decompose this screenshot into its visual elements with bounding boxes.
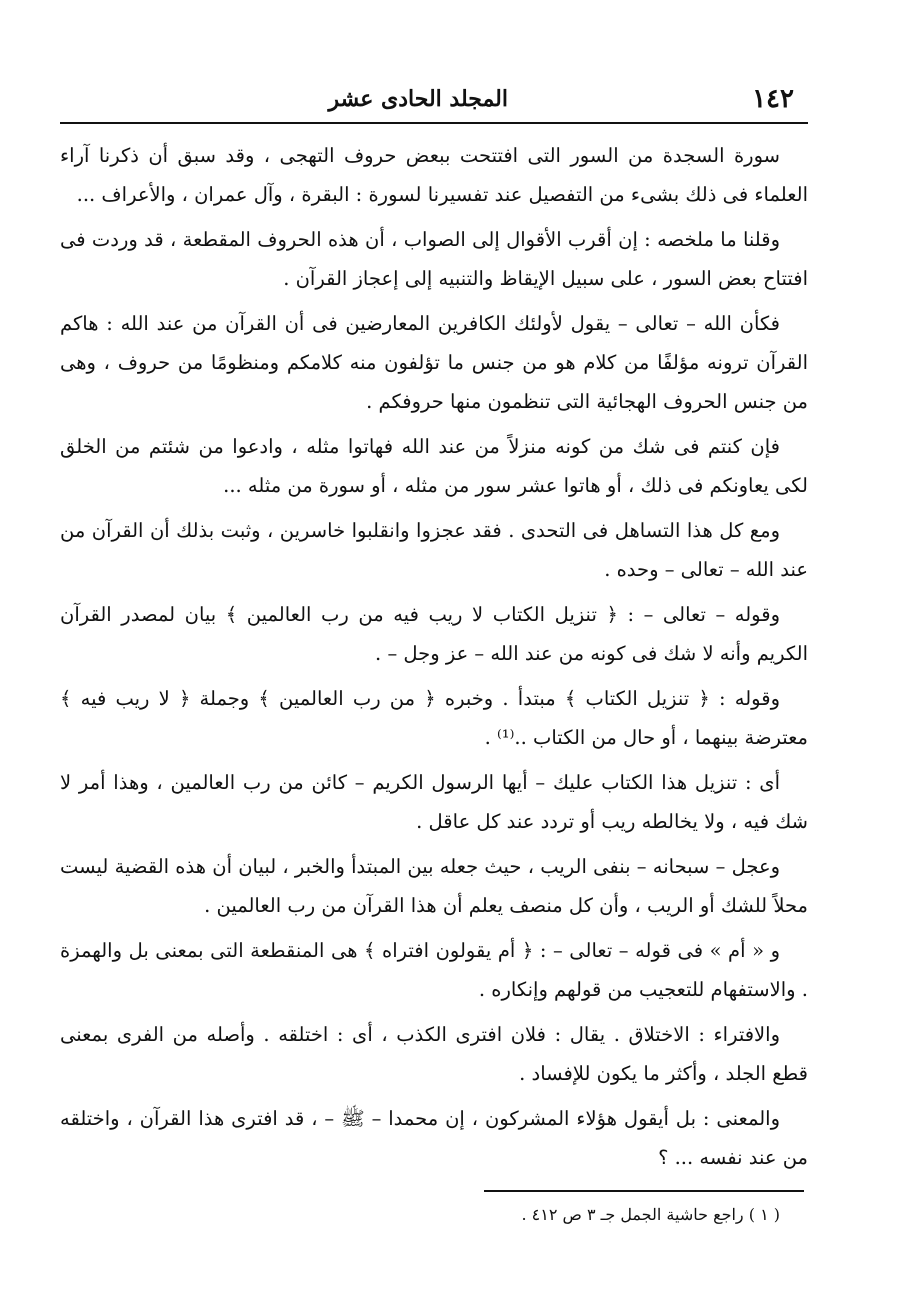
footnote: ( ١ ) راجع حاشية الجمل جـ ٣ ص ٤١٢ . [521, 1205, 780, 1224]
page-number: ١٤٢ [752, 84, 794, 114]
paragraph: ومع كل هذا التساهل فى التحدى . فقد عجزوا وانقلبوا خاسرين ، وثبت بذلك أن القرآن من عند الله – تعالى – وحده . [60, 519, 808, 581]
paragraph: وقوله – تعالى – : ﴿ تنزيل الكتاب لا ريب فيه من رب العالمين ﴾ بيان لمصدر القرآن الكريم وأنه لا شك فى كونه من عند الله – عز وجل – . [60, 603, 808, 665]
paragraph: وقوله : ﴿ تنزيل الكتاب ﴾ مبتدأ . وخبره ﴿ من رب العالمين ﴾ وجملة ﴿ لا ريب فيه ﴾ معترضة بينهما ، أو حال من الكتاب ..⁽¹⁾ . [60, 687, 808, 749]
running-header [60, 80, 808, 116]
volume-title: المجلد الحادى عشر [328, 86, 508, 112]
paragraph: أى : تنزيل هذا الكتاب عليك – أيها الرسول الكريم – كائن من رب العالمين ، وهذا أمر لا شك فيه ، ولا يخالطه ريب أو تردد عند كل عاقل . [60, 771, 808, 833]
footnote-rule [484, 1190, 804, 1192]
body-text [60, 136, 808, 1183]
paragraph: و « أم » فى قوله – تعالى – : ﴿ أم يقولون افتراه ﴾ هى المنقطعة التى بمعنى بل والهمزة . والاستفهام للتعجيب من قولهم وإنكاره . [60, 939, 808, 1001]
header-rule [60, 122, 808, 124]
paragraph: وقلنا ما ملخصه : إن أقرب الأقوال إلى الصواب ، أن هذه الحروف المقطعة ، قد وردت فى افتتاح بعض السور ، على سبيل الإيقاظ والتنبيه إلى إعجاز القرآن . [60, 228, 808, 290]
paragraph: سورة السجدة من السور التى افتتحت ببعض حروف التهجى ، وقد سبق أن ذكرنا آراء العلماء فى ذلك بشىء من التفصيل عند تفسيرنا لسورة : البقرة ، وآل عمران ، والأعراف ... [60, 144, 808, 206]
paragraph: والافتراء : الاختلاق . يقال : فلان افترى الكذب ، أى : اختلقه . وأصله من الفرى بمعنى قطع الجلد ، وأكثر ما يكون للإفساد . [60, 1023, 808, 1085]
paragraph: وعجل – سبحانه – بنفى الريب ، حيث جعله بين المبتدأ والخبر ، لبيان أن هذه القضية ليست محلاً للشك أو الريب ، وأن كل منصف يعلم أن هذا القرآن من رب العالمين . [60, 855, 808, 917]
paragraph: فكأن الله – تعالى – يقول لأولئك الكافرين المعارضين فى أن القرآن من عند الله : هاكم القرآن ترونه مؤلفًا من كلام هو من جنس ما تؤلفون منه كلامكم ومنظومًا من حروف ، وهى من جنس الحروف الهجائية التى تنظمون منها حروفكم . [60, 312, 808, 413]
paragraph: والمعنى : بل أيقول هؤلاء المشركون ، إن محمدا – ﷺ – ، قد افترى هذا القرآن ، واختلقه من عند نفسه ... ؟ [60, 1107, 808, 1169]
paragraph: فإن كنتم فى شك من كونه منزلاً من عند الله فهاتوا مثله ، وادعوا من شئتم من الخلق لكى يعاونكم فى ذلك ، أو هاتوا عشر سور من مثله ، أو سورة من مثله ... [60, 435, 808, 497]
